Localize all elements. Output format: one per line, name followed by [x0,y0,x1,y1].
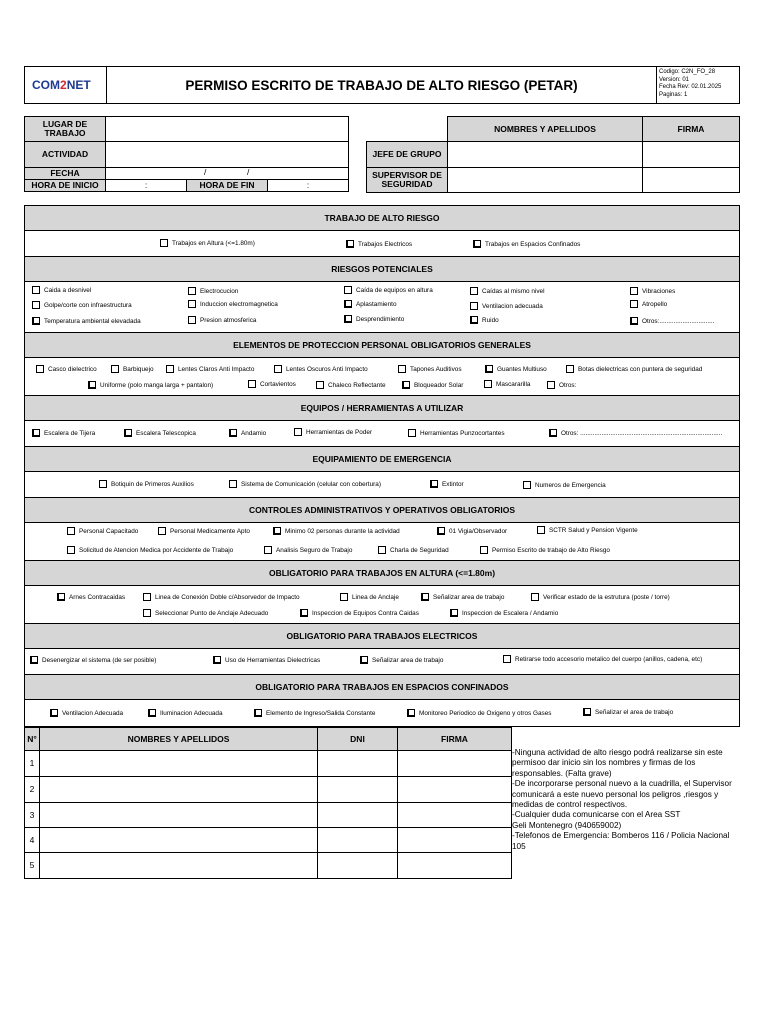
row-nombre-field[interactable] [39,852,318,879]
checkbox-epp[interactable]: Tapones Auditivos [398,365,462,373]
hora-inicio-field[interactable]: : [105,179,187,192]
checkbox-control[interactable]: Personal Medicamente Apto [158,527,250,535]
section-epp-body [24,358,740,395]
section-confinados-title: OBLIGATORIO PARA TRABAJOS EN ESPACIOS CONFINADOS [24,674,740,700]
checkbox-epp[interactable]: Chaleco Reflectante [316,381,386,389]
checkbox-riesgo[interactable]: Caída de equipos en altura [344,286,433,294]
supervisor-firma-field[interactable] [642,167,740,193]
checkbox-altura[interactable]: Inspeccion de Equipos Contra Caidas [300,609,419,617]
checkbox-control[interactable]: Charla de Seguridad [378,546,449,554]
checkbox-control[interactable]: 01 Vigia/Observador [437,527,507,535]
row-dni-field[interactable] [317,802,398,828]
checkbox-altura[interactable]: Seleccionar Punto de Anclaje Adecuado [143,609,268,617]
row-dni-field[interactable] [317,827,398,853]
checkbox-riesgo[interactable]: Golpe/corte con infraestructura [32,301,132,309]
section-emergencia-title: EQUIPAMIENTO DE EMERGENCIA [24,446,740,472]
checkbox-electrico[interactable]: Desenergizar el sistema (de ser posible) [30,656,156,664]
checkbox-altura[interactable]: Linea de Anclaje [340,593,399,601]
actividad-label: ACTIVIDAD [24,141,106,168]
row-number: 1 [24,750,40,777]
hora-inicio-label: HORA DE INICIO [24,179,106,192]
actividad-field[interactable] [105,141,349,168]
row-number: 5 [24,852,40,879]
checkbox-trabajo-confinados[interactable]: Trabajos en Espacios Confinados [473,240,580,248]
checkbox-altura[interactable]: Inspeccion de Escalera / Andamio [450,609,558,617]
checkbox-epp[interactable]: Lentes Oscuros Anti Impacto [274,365,368,373]
document-meta [659,69,721,99]
row-firma-field[interactable] [397,750,512,777]
checkbox-epp[interactable]: Casco dielectrico [36,365,97,373]
section-riesgos-title: RIESGOS POTENCIALES [24,256,740,282]
note-5: -Telefonos de Emergencia: Bomberos 116 / Policia Nacional 105 [512,831,730,851]
checkbox-equipo[interactable]: Herramientas Punzocortantes [408,429,505,437]
row-number: 3 [24,802,40,828]
section-equipos-title: EQUIPOS / HERRAMIENTAS A UTILIZAR [24,395,740,421]
checkbox-control[interactable]: SCTR Salud y Pension Vigente [537,526,638,534]
checkbox-epp[interactable]: Guantes Multiuso [485,365,547,373]
checkbox-electrico[interactable]: Retirarse todo accesorio metalico del cuerpo (anillos, cadena, etc) [503,655,702,663]
checkbox-equipo[interactable]: Otros: ................................................................................ [549,429,722,437]
company-logo: COM2NET [32,78,91,92]
checkbox-riesgo[interactable]: Induccion electromagnetica [188,300,278,308]
meta-divider [656,66,657,104]
checkbox-riesgo[interactable]: Ventilacion adecuada [470,302,543,310]
fecha-field[interactable]: / / [105,167,349,180]
checkbox-confinado[interactable]: Iluminacion Adecuada [148,709,223,717]
note-4: Geli Montenegro (940659002) [512,820,622,830]
checkbox-confinado[interactable]: Señalizar el area de trabajo [583,708,673,716]
row-number: 2 [24,776,40,803]
hora-fin-field[interactable]: : [267,179,349,192]
notes-block [512,748,744,852]
row-dni-field[interactable] [317,852,398,879]
checkbox-trabajo-altura[interactable]: Trabajos en Altura (<=1.80m) [160,239,255,247]
codigo: Codigo: C2N_FO_28 [659,69,716,75]
lugar-label: LUGAR DE TRABAJO [24,116,106,142]
section-altura-title: OBLIGATORIO PARA TRABAJOS EN ALTURA (<=1.80m) [24,560,740,586]
checkbox-epp[interactable]: Uniforme (polo manga larga + pantalon) [88,381,213,389]
checkbox-control[interactable]: Permiso Escrito de trabajo de Alto Riesgo [480,546,610,554]
checkbox-electrico[interactable]: Uso de Herramientas Dielectricas [213,656,320,664]
form-title: PERMISO ESCRITO DE TRABAJO DE ALTO RIESGO (PETAR) [185,77,578,93]
row-firma-field[interactable] [397,852,512,879]
checkbox-riesgo[interactable]: Atropello [630,300,667,308]
row-dni-field[interactable] [317,776,398,803]
row-nombre-field[interactable] [39,827,318,853]
checkbox-altura[interactable]: Arnes Contracaidas [57,593,125,601]
checkbox-control[interactable]: Minimo 02 personas durante la actividad [273,527,400,535]
section-electricos-title: OBLIGATORIO PARA TRABAJOS ELECTRICOS [24,623,740,649]
checkbox-riesgo[interactable]: Vibraciones [630,287,675,295]
paginas: Paginas: 1 [659,91,688,98]
checkbox-riesgo[interactable]: Desprendimiento [344,315,404,323]
checkbox-riesgo[interactable]: Aplastamiento [344,300,397,308]
checkbox-epp[interactable]: Lentes Claros Anti Impacto [166,365,254,373]
supervisor-nombre-field[interactable] [447,167,643,193]
checkbox-epp[interactable]: Otros: [547,381,576,389]
checkbox-trabajo-electricos[interactable]: Trabajos Electricos [346,240,412,248]
row-number: 4 [24,827,40,853]
checkbox-riesgo[interactable]: Caídas al mismo nivel [470,287,545,295]
jefe-nombre-field[interactable] [447,141,643,168]
section-controles-title: CONTROLES ADMINISTRATIVOS Y OPERATIVOS OBLIGATORIOS [24,497,740,523]
jefe-label: JEFE DE GRUPO [366,141,448,168]
col-header-firma: FIRMA [397,727,512,751]
lugar-field[interactable] [105,116,349,142]
checkbox-confinado[interactable]: Elemento de Ingreso/Salida Constante [254,709,375,717]
checkbox-confinado[interactable]: Monitoreo Periodico de Oxigeno y otros Gases [407,709,552,717]
col-header-nombres: NOMBRES Y APELLIDOS [39,727,318,751]
note-3: -Cualquier duda comunicarse con el Area SST [512,810,681,820]
checkbox-riesgo[interactable]: Otros:............................... [630,317,714,325]
hora-fin-label: HORA DE FIN [186,179,268,192]
fecha-label: FECHA [24,167,106,180]
checkbox-equipo[interactable]: Herramientas de Poder [294,428,372,436]
checkbox-altura[interactable]: Linea de Conexión Doble c/Absorvedor de Impacto [143,593,300,601]
checkbox-equipo[interactable]: Escalera de Tijera [32,429,95,437]
nombres-header: NOMBRES Y APELLIDOS [447,116,643,142]
section-trabajo-title: TRABAJO DE ALTO RIESGO [24,205,740,231]
checkbox-epp[interactable]: Cortavientos [248,380,296,388]
row-nombre-field[interactable] [39,776,318,803]
checkbox-control[interactable]: Analisis Seguro de Trabajo [264,546,352,554]
jefe-firma-field[interactable] [642,141,740,168]
checkbox-altura[interactable]: Señalizar area de trabajo [421,593,504,601]
checkbox-emergencia[interactable]: Sistema de Comunicación (celular con cobertura) [229,480,381,488]
col-header-dni: DNI [317,727,398,751]
row-firma-field[interactable] [397,776,512,803]
fecha-rev: Fecha Rev: 02.01.2025 [659,84,722,91]
col-header-numero: N° [24,727,40,751]
checkbox-control[interactable]: Personal Capacitado [67,527,138,535]
checkbox-emergencia[interactable]: Numeros de Emergencia [523,481,606,489]
checkbox-altura[interactable]: Verificar estado de la estrutura (poste / torre) [531,593,670,601]
note-1: -Ninguna actividad de alto riesgo podrá realizarse sin este permisoo dar inicio sin los nombres y firmas de los responsables. (Falta grave) [512,748,723,778]
checkbox-epp[interactable]: Botas dielectricas con puntera de seguridad [566,365,702,373]
checkbox-control[interactable]: Solicitud de Atencion Medica por Accidente de Trabajo [67,546,233,554]
checkbox-riesgo[interactable]: Temperatura ambiental elevadada [32,317,141,325]
checkbox-riesgo[interactable]: Electrocucion [188,287,238,295]
checkbox-confinado[interactable]: Ventilacion Adecuada [50,709,123,717]
checkbox-electrico[interactable]: Señalizar area de trabajo [360,656,443,664]
checkbox-epp[interactable]: Mascararilla [484,380,530,388]
section-epp-title: ELEMENTOS DE PROTECCION PERSONAL OBLIGATORIOS GENERALES [24,332,740,358]
supervisor-label: SUPERVISOR DE SEGURIDAD [366,167,448,193]
checkbox-riesgo[interactable]: Caida a desnivel [32,286,91,294]
row-nombre-field[interactable] [39,802,318,828]
note-2: -De incorporarse personal nuevo a la cuadrilla, el Supervisor comunicará a este nuevo personal los peligros ,riesgos y medidas de control respectivos. [512,779,732,810]
row-dni-field[interactable] [317,750,398,777]
checkbox-riesgo[interactable]: Ruido [470,316,499,324]
row-firma-field[interactable] [397,827,512,853]
checkbox-equipo[interactable]: Andamio [229,429,266,437]
checkbox-riesgo[interactable]: Presion atmosferica [188,316,256,324]
section-altura-body [24,586,740,623]
row-firma-field[interactable] [397,802,512,828]
firma-header: FIRMA [642,116,740,142]
checkbox-equipo[interactable]: Escalera Telescopica [124,429,196,437]
version: Version: 01 [659,76,690,83]
row-nombre-field[interactable] [39,750,318,777]
checkbox-epp[interactable]: Barbiquejo [111,365,154,373]
checkbox-emergencia[interactable]: Extintor [430,480,464,488]
checkbox-epp[interactable]: Bloqueador Solar [402,381,463,389]
checkbox-emergencia[interactable]: Botiquin de Primeros Auxilios [99,480,194,488]
